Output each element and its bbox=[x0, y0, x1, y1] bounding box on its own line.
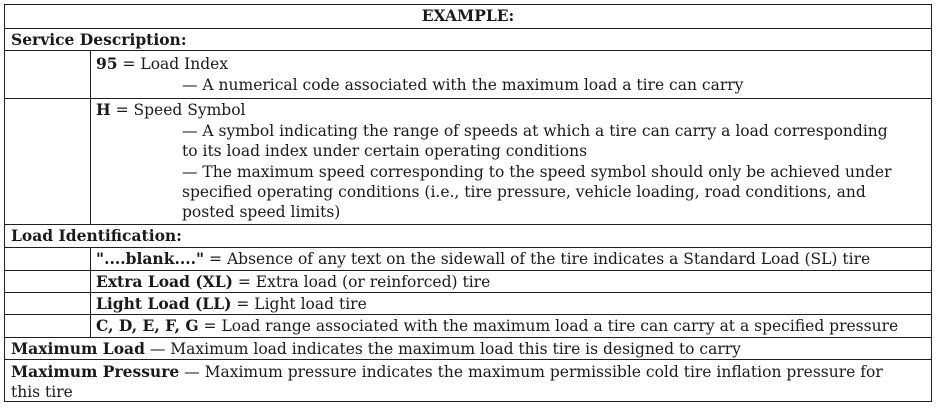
maximum-load-row bbox=[5, 337, 931, 359]
maximum-pressure-term: Maximum Pressure bbox=[11, 362, 180, 381]
light-load-text bbox=[96, 294, 367, 314]
service-description-row bbox=[5, 28, 931, 50]
tire-info-table bbox=[4, 4, 932, 402]
blank-load-row bbox=[5, 247, 931, 270]
maximum-pressure-desc-line2: this tire bbox=[11, 383, 73, 401]
blank-load-term: "....blank...." bbox=[96, 249, 205, 268]
speed-symbol-cell bbox=[90, 99, 931, 224]
maximum-pressure-desc-line1: — Maximum pressure indicates the maximum permissible cold tire inflation pressure for bbox=[179, 363, 883, 381]
speed-symbol-title bbox=[96, 100, 246, 120]
load-identification-row bbox=[5, 224, 931, 247]
load-range-text bbox=[96, 316, 898, 336]
load-range-term: C, D, E, F, G bbox=[96, 316, 199, 335]
header-row bbox=[5, 5, 931, 28]
extra-load-desc: = Extra load (or reinforced) tire bbox=[232, 273, 491, 291]
speed-symbol-label: = Speed Symbol bbox=[110, 101, 246, 119]
load-range-desc: = Load range associated with the maximum load a tire can carry at a specified pressure bbox=[198, 317, 899, 335]
maximum-load-desc: — Maximum load indicates the maximum load this tire is designed to carry bbox=[144, 340, 741, 358]
load-identification-heading: Load Identification: bbox=[11, 226, 182, 245]
extra-load-row bbox=[5, 270, 931, 292]
load-range-cell bbox=[90, 315, 931, 337]
light-load-desc: = Light load tire bbox=[231, 295, 367, 313]
blank-load-cell bbox=[90, 248, 931, 270]
speed-symbol-desc1-line2: to its load index under certain operating conditions bbox=[182, 142, 588, 160]
load-index-code: 95 bbox=[96, 54, 118, 73]
maximum-pressure-row bbox=[5, 359, 931, 401]
load-index-row bbox=[5, 50, 931, 98]
extra-load-cell bbox=[90, 271, 931, 292]
blank-load-desc: = Absence of any text on the sidewall of the tire indicates a Standard Load (SL) tire bbox=[204, 250, 871, 268]
maximum-load-term: Maximum Load bbox=[11, 339, 145, 358]
speed-symbol-desc2-line1: — The maximum speed corresponding to the speed symbol should only be achieved under bbox=[182, 163, 892, 181]
speed-symbol-desc1-line1: — A symbol indicating the range of speeds at which a tire can carry a load corresponding bbox=[182, 122, 888, 140]
load-range-row bbox=[5, 314, 931, 337]
table-title: EXAMPLE: bbox=[421, 6, 515, 25]
light-load-term: Light Load (LL) bbox=[96, 294, 232, 313]
maximum-pressure-line1 bbox=[11, 362, 883, 382]
service-description-heading: Service Description: bbox=[11, 30, 187, 49]
light-load-cell bbox=[90, 293, 931, 314]
load-index-title bbox=[96, 54, 228, 74]
maximum-load-text bbox=[11, 339, 741, 359]
load-index-description: — A numerical code associated with the maximum load a tire can carry bbox=[182, 76, 744, 94]
light-load-row bbox=[5, 292, 931, 314]
extra-load-term: Extra Load (XL) bbox=[96, 272, 233, 291]
blank-load-text bbox=[96, 249, 870, 269]
load-index-label: = Load Index bbox=[117, 55, 229, 73]
load-index-cell bbox=[90, 51, 931, 98]
speed-symbol-code: H bbox=[96, 100, 111, 119]
speed-symbol-row bbox=[5, 98, 931, 224]
extra-load-text bbox=[96, 272, 490, 292]
speed-symbol-desc2-line2: specified operating conditions (i.e., tire pressure, vehicle loading, road conditions, and bbox=[182, 183, 866, 201]
speed-symbol-desc2-line3: posted speed limits) bbox=[182, 203, 341, 221]
